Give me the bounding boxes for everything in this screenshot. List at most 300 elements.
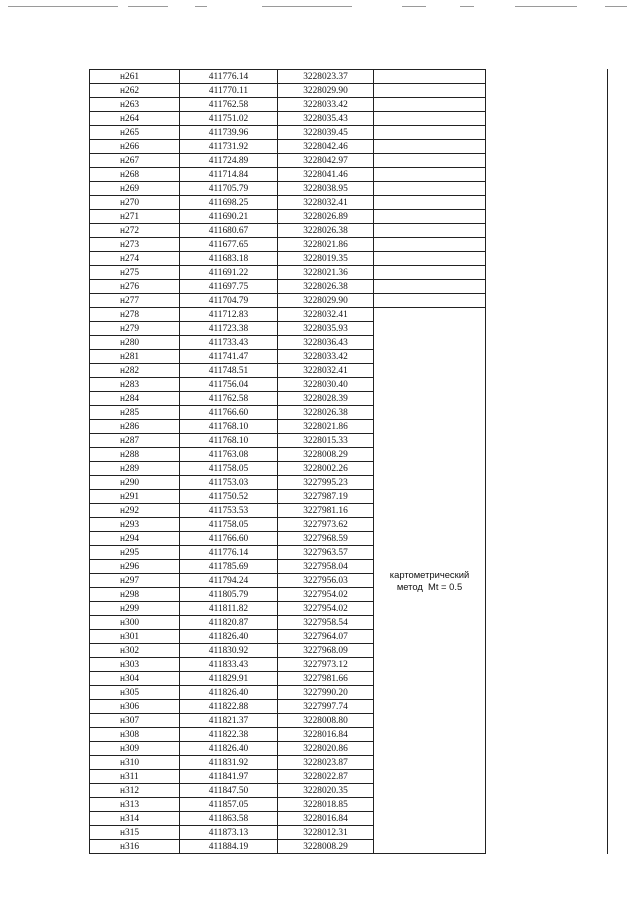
- table-row: [90, 154, 608, 168]
- empty-column-cell: [486, 154, 608, 168]
- y-coordinate-cell: 3228022.87: [278, 770, 374, 784]
- point-name-cell: н287: [90, 434, 180, 448]
- empty-column-cell: [486, 98, 608, 112]
- table-row: [90, 756, 608, 770]
- empty-column-cell: [486, 378, 608, 392]
- point-name-cell: н314: [90, 812, 180, 826]
- x-coordinate-cell: 411830.92: [180, 644, 278, 658]
- y-coordinate-cell: 3227968.59: [278, 532, 374, 546]
- x-coordinate-cell: 411785.69: [180, 560, 278, 574]
- empty-column-cell: [486, 812, 608, 826]
- table-row: [90, 378, 608, 392]
- empty-column-cell: [486, 616, 608, 630]
- point-name-cell: н274: [90, 252, 180, 266]
- x-coordinate-cell: 411847.50: [180, 784, 278, 798]
- empty-column-cell: [486, 756, 608, 770]
- empty-column-cell: [486, 84, 608, 98]
- point-name-cell: н273: [90, 238, 180, 252]
- point-name-cell: н280: [90, 336, 180, 350]
- x-coordinate-cell: 411677.65: [180, 238, 278, 252]
- point-name-cell: н308: [90, 728, 180, 742]
- method-cell-empty: [374, 210, 486, 224]
- x-coordinate-cell: 411831.92: [180, 756, 278, 770]
- y-coordinate-cell: 3227973.12: [278, 658, 374, 672]
- y-coordinate-cell: 3228036.43: [278, 336, 374, 350]
- point-name-cell: н310: [90, 756, 180, 770]
- empty-column-cell: [486, 420, 608, 434]
- table-row: [90, 448, 608, 462]
- x-coordinate-cell: 411826.40: [180, 630, 278, 644]
- empty-column-cell: [486, 322, 608, 336]
- empty-column-cell: [486, 406, 608, 420]
- point-name-cell: н270: [90, 196, 180, 210]
- empty-column-cell: [486, 308, 608, 322]
- point-name-cell: н313: [90, 798, 180, 812]
- y-coordinate-cell: 3228020.35: [278, 784, 374, 798]
- point-name-cell: н284: [90, 392, 180, 406]
- x-coordinate-cell: 411826.40: [180, 742, 278, 756]
- empty-column-cell: [486, 392, 608, 406]
- table-row: [90, 238, 608, 252]
- x-coordinate-cell: 411680.67: [180, 224, 278, 238]
- y-coordinate-cell: 3228032.41: [278, 196, 374, 210]
- table-row: [90, 420, 608, 434]
- y-coordinate-cell: 3228021.36: [278, 266, 374, 280]
- table-row: [90, 700, 608, 714]
- x-coordinate-cell: 411690.21: [180, 210, 278, 224]
- table-row: [90, 742, 608, 756]
- empty-column-cell: [486, 238, 608, 252]
- point-name-cell: н312: [90, 784, 180, 798]
- method-cell-empty: [374, 280, 486, 294]
- empty-column-cell: [486, 588, 608, 602]
- y-coordinate-cell: 3227958.54: [278, 616, 374, 630]
- table-row: [90, 336, 608, 350]
- empty-column-cell: [486, 350, 608, 364]
- empty-column-cell: [486, 504, 608, 518]
- y-coordinate-cell: 3228038.95: [278, 182, 374, 196]
- table-row: [90, 714, 608, 728]
- x-coordinate-cell: 411704.79: [180, 294, 278, 308]
- empty-column-cell: [486, 126, 608, 140]
- empty-column-cell: [486, 364, 608, 378]
- point-name-cell: н293: [90, 518, 180, 532]
- point-name-cell: н285: [90, 406, 180, 420]
- x-coordinate-cell: 411766.60: [180, 406, 278, 420]
- x-coordinate-cell: 411857.05: [180, 798, 278, 812]
- point-name-cell: н272: [90, 224, 180, 238]
- empty-column-cell: [486, 658, 608, 672]
- point-name-cell: н277: [90, 294, 180, 308]
- point-name-cell: н281: [90, 350, 180, 364]
- y-coordinate-cell: 3228033.42: [278, 98, 374, 112]
- table-row: [90, 588, 608, 602]
- point-name-cell: н279: [90, 322, 180, 336]
- point-name-cell: н292: [90, 504, 180, 518]
- x-coordinate-cell: 411873.13: [180, 826, 278, 840]
- y-coordinate-cell: 3227981.66: [278, 672, 374, 686]
- empty-column-cell: [486, 182, 608, 196]
- table-row: [90, 518, 608, 532]
- y-coordinate-cell: 3228019.35: [278, 252, 374, 266]
- x-coordinate-cell: 411739.96: [180, 126, 278, 140]
- x-coordinate-cell: 411822.88: [180, 700, 278, 714]
- method-cell-empty: [374, 154, 486, 168]
- table-row: [90, 252, 608, 266]
- method-cell-empty: [374, 84, 486, 98]
- point-name-cell: н271: [90, 210, 180, 224]
- y-coordinate-cell: 3228008.29: [278, 448, 374, 462]
- point-name-cell: н315: [90, 826, 180, 840]
- y-coordinate-cell: 3228028.39: [278, 392, 374, 406]
- point-name-cell: н301: [90, 630, 180, 644]
- x-coordinate-cell: 411724.89: [180, 154, 278, 168]
- x-coordinate-cell: 411712.83: [180, 308, 278, 322]
- point-name-cell: н282: [90, 364, 180, 378]
- y-coordinate-cell: 3227963.57: [278, 546, 374, 560]
- table-row: [90, 616, 608, 630]
- empty-column-cell: [486, 826, 608, 840]
- y-coordinate-cell: 3227954.02: [278, 602, 374, 616]
- table-row: [90, 350, 608, 364]
- table-row: [90, 294, 608, 308]
- point-name-cell: н261: [90, 70, 180, 84]
- y-coordinate-cell: 3228042.97: [278, 154, 374, 168]
- method-cell-empty: [374, 126, 486, 140]
- y-coordinate-cell: 3228008.29: [278, 840, 374, 854]
- empty-column-cell: [486, 336, 608, 350]
- point-name-cell: н269: [90, 182, 180, 196]
- point-name-cell: н268: [90, 168, 180, 182]
- x-coordinate-cell: 411776.14: [180, 546, 278, 560]
- empty-column-cell: [486, 252, 608, 266]
- point-name-cell: н289: [90, 462, 180, 476]
- table-row: [90, 322, 608, 336]
- x-coordinate-cell: 411826.40: [180, 686, 278, 700]
- table-row: [90, 672, 608, 686]
- empty-column-cell: [486, 714, 608, 728]
- empty-column-cell: [486, 490, 608, 504]
- y-coordinate-cell: 3228026.38: [278, 280, 374, 294]
- empty-column-cell: [486, 602, 608, 616]
- table-row: [90, 504, 608, 518]
- y-coordinate-cell: 3227997.74: [278, 700, 374, 714]
- point-name-cell: н294: [90, 532, 180, 546]
- coordinates-table: [89, 69, 608, 854]
- empty-column-cell: [486, 448, 608, 462]
- table-row: [90, 70, 608, 84]
- method-cell-empty: [374, 294, 486, 308]
- point-name-cell: н266: [90, 140, 180, 154]
- x-coordinate-cell: 411841.97: [180, 770, 278, 784]
- x-coordinate-cell: 411758.05: [180, 518, 278, 532]
- y-coordinate-cell: 3227973.62: [278, 518, 374, 532]
- point-name-cell: н265: [90, 126, 180, 140]
- y-coordinate-cell: 3228042.46: [278, 140, 374, 154]
- y-coordinate-cell: 3228018.85: [278, 798, 374, 812]
- y-coordinate-cell: 3228026.38: [278, 224, 374, 238]
- empty-column-cell: [486, 770, 608, 784]
- method-cell-empty: [374, 266, 486, 280]
- y-coordinate-cell: 3228020.86: [278, 742, 374, 756]
- x-coordinate-cell: 411863.58: [180, 812, 278, 826]
- table-row: [90, 182, 608, 196]
- empty-column-cell: [486, 112, 608, 126]
- table-row: [90, 826, 608, 840]
- method-line-2: метод Mt = 0.5: [396, 580, 463, 592]
- y-coordinate-cell: 3228029.90: [278, 84, 374, 98]
- y-coordinate-cell: 3228035.93: [278, 322, 374, 336]
- scan-header-noise: [0, 0, 640, 14]
- point-name-cell: н305: [90, 686, 180, 700]
- table-row: [90, 112, 608, 126]
- y-coordinate-cell: 3228016.84: [278, 812, 374, 826]
- table-row: [90, 728, 608, 742]
- point-name-cell: н303: [90, 658, 180, 672]
- point-name-cell: н276: [90, 280, 180, 294]
- y-coordinate-cell: 3228039.45: [278, 126, 374, 140]
- empty-column-cell: [486, 672, 608, 686]
- x-coordinate-cell: 411884.19: [180, 840, 278, 854]
- empty-column-cell: [486, 546, 608, 560]
- empty-column-cell: [486, 476, 608, 490]
- point-name-cell: н286: [90, 420, 180, 434]
- table-row: [90, 840, 608, 854]
- y-coordinate-cell: 3227956.03: [278, 574, 374, 588]
- empty-column-cell: [486, 224, 608, 238]
- empty-column-cell: [486, 434, 608, 448]
- point-name-cell: н316: [90, 840, 180, 854]
- table-row: [90, 770, 608, 784]
- x-coordinate-cell: 411821.37: [180, 714, 278, 728]
- point-name-cell: н267: [90, 154, 180, 168]
- x-coordinate-cell: 411833.43: [180, 658, 278, 672]
- x-coordinate-cell: 411822.38: [180, 728, 278, 742]
- empty-column-cell: [486, 700, 608, 714]
- x-coordinate-cell: 411683.18: [180, 252, 278, 266]
- table-row: [90, 196, 608, 210]
- table-row: [90, 812, 608, 826]
- point-name-cell: н307: [90, 714, 180, 728]
- x-coordinate-cell: 411697.75: [180, 280, 278, 294]
- x-coordinate-cell: 411762.58: [180, 98, 278, 112]
- point-name-cell: н264: [90, 112, 180, 126]
- table-row: [90, 168, 608, 182]
- method-cell-empty: [374, 182, 486, 196]
- table-row: [90, 546, 608, 560]
- point-name-cell: н306: [90, 700, 180, 714]
- table-row: [90, 364, 608, 378]
- point-name-cell: н262: [90, 84, 180, 98]
- table-row: [90, 532, 608, 546]
- table-row: [90, 126, 608, 140]
- x-coordinate-cell: 411714.84: [180, 168, 278, 182]
- empty-column-cell: [486, 798, 608, 812]
- y-coordinate-cell: 3227968.09: [278, 644, 374, 658]
- x-coordinate-cell: 411753.53: [180, 504, 278, 518]
- coordinates-table-body: [90, 70, 608, 854]
- y-coordinate-cell: 3228008.80: [278, 714, 374, 728]
- empty-column-cell: [486, 644, 608, 658]
- table-row: [90, 462, 608, 476]
- table-row: [90, 658, 608, 672]
- method-cell-empty: [374, 140, 486, 154]
- empty-column-cell: [486, 840, 608, 854]
- table-row: [90, 630, 608, 644]
- method-cell-empty: [374, 238, 486, 252]
- point-name-cell: н263: [90, 98, 180, 112]
- y-coordinate-cell: 3227995.23: [278, 476, 374, 490]
- y-coordinate-cell: 3228021.86: [278, 238, 374, 252]
- x-coordinate-cell: 411794.24: [180, 574, 278, 588]
- empty-column-cell: [486, 686, 608, 700]
- method-cell: [374, 308, 486, 854]
- x-coordinate-cell: 411733.43: [180, 336, 278, 350]
- empty-column-cell: [486, 266, 608, 280]
- point-name-cell: н290: [90, 476, 180, 490]
- table-row: [90, 140, 608, 154]
- empty-column-cell: [486, 630, 608, 644]
- method-cell-empty: [374, 112, 486, 126]
- empty-column-cell: [486, 728, 608, 742]
- y-coordinate-cell: 3228026.38: [278, 406, 374, 420]
- x-coordinate-cell: 411758.05: [180, 462, 278, 476]
- method-line-1: картометрический: [389, 568, 470, 580]
- x-coordinate-cell: 411811.82: [180, 602, 278, 616]
- x-coordinate-cell: 411753.03: [180, 476, 278, 490]
- point-name-cell: н288: [90, 448, 180, 462]
- point-name-cell: н304: [90, 672, 180, 686]
- table-row: [90, 210, 608, 224]
- empty-column-cell: [486, 518, 608, 532]
- table-row: [90, 280, 608, 294]
- empty-column-cell: [486, 168, 608, 182]
- table-row: [90, 560, 608, 574]
- point-name-cell: н296: [90, 560, 180, 574]
- table-row: [90, 784, 608, 798]
- point-name-cell: н299: [90, 602, 180, 616]
- empty-column-cell: [486, 560, 608, 574]
- x-coordinate-cell: 411731.92: [180, 140, 278, 154]
- x-coordinate-cell: 411741.47: [180, 350, 278, 364]
- x-coordinate-cell: 411766.60: [180, 532, 278, 546]
- table-row: [90, 602, 608, 616]
- x-coordinate-cell: 411762.58: [180, 392, 278, 406]
- table-row: [90, 392, 608, 406]
- x-coordinate-cell: 411698.25: [180, 196, 278, 210]
- y-coordinate-cell: 3228023.87: [278, 756, 374, 770]
- y-coordinate-cell: 3228033.42: [278, 350, 374, 364]
- x-coordinate-cell: 411723.38: [180, 322, 278, 336]
- table-row: [90, 84, 608, 98]
- x-coordinate-cell: 411691.22: [180, 266, 278, 280]
- x-coordinate-cell: 411829.91: [180, 672, 278, 686]
- table-row: [90, 406, 608, 420]
- table-row: [90, 308, 608, 322]
- y-coordinate-cell: 3228029.90: [278, 294, 374, 308]
- y-coordinate-cell: 3228002.26: [278, 462, 374, 476]
- x-coordinate-cell: 411805.79: [180, 588, 278, 602]
- method-cell-empty: [374, 70, 486, 84]
- x-coordinate-cell: 411768.10: [180, 434, 278, 448]
- empty-column-cell: [486, 70, 608, 84]
- y-coordinate-cell: 3228030.40: [278, 378, 374, 392]
- table-row: [90, 644, 608, 658]
- empty-column-cell: [486, 462, 608, 476]
- y-coordinate-cell: 3228035.43: [278, 112, 374, 126]
- table-row: [90, 98, 608, 112]
- empty-column-cell: [486, 210, 608, 224]
- empty-column-cell: [486, 140, 608, 154]
- empty-column-cell: [486, 574, 608, 588]
- method-cell-empty: [374, 168, 486, 182]
- y-coordinate-cell: 3227954.02: [278, 588, 374, 602]
- empty-column-cell: [486, 742, 608, 756]
- y-coordinate-cell: 3228012.31: [278, 826, 374, 840]
- method-cell-empty: [374, 252, 486, 266]
- point-name-cell: н298: [90, 588, 180, 602]
- y-coordinate-cell: 3227981.16: [278, 504, 374, 518]
- point-name-cell: н291: [90, 490, 180, 504]
- empty-column-cell: [486, 280, 608, 294]
- y-coordinate-cell: 3228021.86: [278, 420, 374, 434]
- table-row: [90, 798, 608, 812]
- point-name-cell: н278: [90, 308, 180, 322]
- x-coordinate-cell: 411750.52: [180, 490, 278, 504]
- y-coordinate-cell: 3227964.07: [278, 630, 374, 644]
- point-name-cell: н311: [90, 770, 180, 784]
- point-name-cell: н275: [90, 266, 180, 280]
- method-cell-empty: [374, 224, 486, 238]
- y-coordinate-cell: 3228016.84: [278, 728, 374, 742]
- y-coordinate-cell: 3227987.19: [278, 490, 374, 504]
- point-name-cell: н309: [90, 742, 180, 756]
- y-coordinate-cell: 3228023.37: [278, 70, 374, 84]
- empty-column-cell: [486, 294, 608, 308]
- x-coordinate-cell: 411770.11: [180, 84, 278, 98]
- y-coordinate-cell: 3228032.41: [278, 364, 374, 378]
- x-coordinate-cell: 411820.87: [180, 616, 278, 630]
- y-coordinate-cell: 3228026.89: [278, 210, 374, 224]
- empty-column-cell: [486, 784, 608, 798]
- table-row: [90, 266, 608, 280]
- point-name-cell: н297: [90, 574, 180, 588]
- x-coordinate-cell: 411748.51: [180, 364, 278, 378]
- x-coordinate-cell: 411776.14: [180, 70, 278, 84]
- point-name-cell: н302: [90, 644, 180, 658]
- table-row: [90, 434, 608, 448]
- y-coordinate-cell: 3228032.41: [278, 308, 374, 322]
- table-row: [90, 574, 608, 588]
- empty-column-cell: [486, 532, 608, 546]
- x-coordinate-cell: 411751.02: [180, 112, 278, 126]
- point-name-cell: н283: [90, 378, 180, 392]
- y-coordinate-cell: 3228015.33: [278, 434, 374, 448]
- table-row: [90, 686, 608, 700]
- x-coordinate-cell: 411768.10: [180, 420, 278, 434]
- x-coordinate-cell: 411705.79: [180, 182, 278, 196]
- point-name-cell: н300: [90, 616, 180, 630]
- x-coordinate-cell: 411756.04: [180, 378, 278, 392]
- table-row: [90, 224, 608, 238]
- point-name-cell: н295: [90, 546, 180, 560]
- y-coordinate-cell: 3227990.20: [278, 686, 374, 700]
- method-cell-empty: [374, 196, 486, 210]
- empty-column-cell: [486, 196, 608, 210]
- y-coordinate-cell: 3228041.46: [278, 168, 374, 182]
- table-row: [90, 476, 608, 490]
- y-coordinate-cell: 3227958.04: [278, 560, 374, 574]
